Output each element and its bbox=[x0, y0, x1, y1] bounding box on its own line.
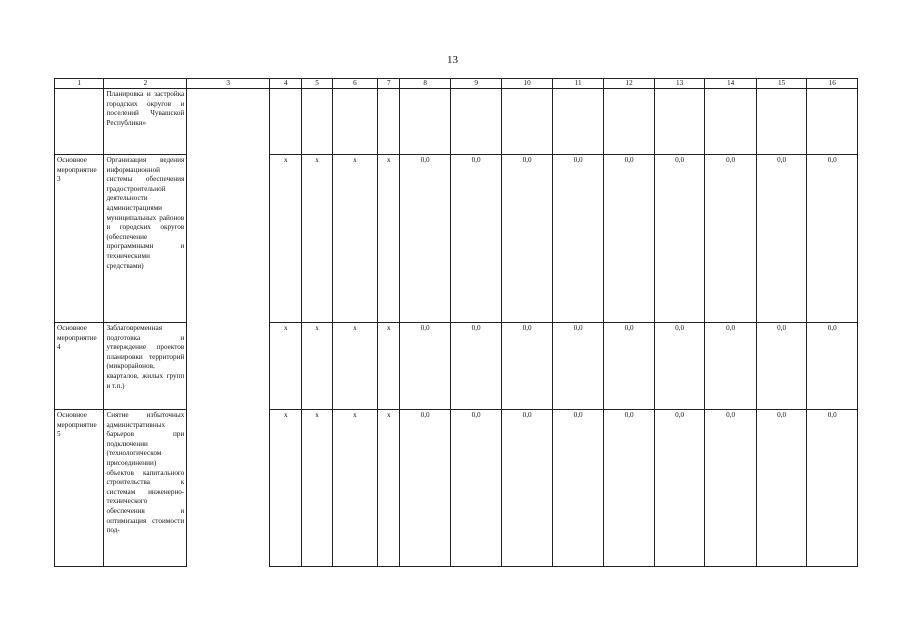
empty-cell bbox=[187, 155, 270, 323]
column-number: 8 bbox=[400, 79, 451, 89]
value-cell bbox=[705, 89, 757, 155]
column-number: 3 bbox=[187, 79, 270, 89]
mark-cell bbox=[378, 89, 400, 155]
column-number: 4 bbox=[270, 79, 302, 89]
value-cell: 0,0 bbox=[756, 323, 807, 410]
value-cell: 0,0 bbox=[552, 323, 604, 410]
value-cell: 0,0 bbox=[705, 410, 757, 567]
column-number: 1 bbox=[55, 79, 104, 89]
value-cell: 0,0 bbox=[450, 410, 502, 567]
mark-cell: x bbox=[332, 155, 377, 323]
column-number: 12 bbox=[604, 79, 655, 89]
value-cell: 0,0 bbox=[807, 323, 858, 410]
value-cell: 0,0 bbox=[604, 323, 655, 410]
page-number: 13 bbox=[447, 54, 458, 66]
value-cell: 0,0 bbox=[654, 323, 705, 410]
column-number: 11 bbox=[552, 79, 604, 89]
mark-cell bbox=[332, 89, 377, 155]
value-cell: 0,0 bbox=[400, 410, 451, 567]
program-table bbox=[54, 78, 858, 567]
value-cell: 0,0 bbox=[450, 155, 502, 323]
value-cell: 0,0 bbox=[807, 155, 858, 323]
value-cell: 0,0 bbox=[604, 155, 655, 323]
value-cell: 0,0 bbox=[807, 410, 858, 567]
mark-cell: x bbox=[378, 155, 400, 323]
value-cell: 0,0 bbox=[552, 155, 604, 323]
value-cell: 0,0 bbox=[502, 155, 553, 323]
column-number: 7 bbox=[378, 79, 400, 89]
column-number: 16 bbox=[807, 79, 858, 89]
row-description: Заблаговременная подготовка и утверждение проектов планировки территорий (микрорайонов, кварталов, жилых групп и т.п.) bbox=[104, 323, 187, 410]
mark-cell: x bbox=[302, 155, 332, 323]
column-number: 5 bbox=[302, 79, 332, 89]
value-cell: 0,0 bbox=[756, 155, 807, 323]
mark-cell: x bbox=[332, 410, 377, 567]
row-description: Планировка и застройка городских округов и поселений Чувашской Республики» bbox=[104, 89, 187, 155]
value-cell bbox=[807, 89, 858, 155]
column-number: 2 bbox=[104, 79, 187, 89]
empty-cell bbox=[187, 410, 270, 567]
value-cell: 0,0 bbox=[705, 155, 757, 323]
mark-cell: x bbox=[378, 323, 400, 410]
column-number: 9 bbox=[450, 79, 502, 89]
row-label: Основное мероприятие 4 bbox=[55, 323, 104, 410]
column-number: 10 bbox=[502, 79, 553, 89]
value-cell: 0,0 bbox=[552, 410, 604, 567]
value-cell bbox=[502, 89, 553, 155]
column-number: 15 bbox=[756, 79, 807, 89]
mark-cell: x bbox=[270, 323, 302, 410]
value-cell bbox=[552, 89, 604, 155]
table-row bbox=[55, 323, 858, 410]
value-cell: 0,0 bbox=[502, 410, 553, 567]
table-header-row bbox=[55, 79, 858, 89]
mark-cell bbox=[302, 89, 332, 155]
table-row bbox=[55, 410, 858, 567]
value-cell: 0,0 bbox=[450, 323, 502, 410]
mark-cell: x bbox=[302, 410, 332, 567]
row-description: Организация ведения информационной системы обеспечения градостроительной деятельности администрациями муниципальных районов и городских округов (обеспечение программными и техническими средствами) bbox=[104, 155, 187, 323]
value-cell: 0,0 bbox=[654, 410, 705, 567]
table-row bbox=[55, 155, 858, 323]
value-cell: 0,0 bbox=[705, 323, 757, 410]
column-number: 6 bbox=[332, 79, 377, 89]
value-cell: 0,0 bbox=[502, 323, 553, 410]
value-cell: 0,0 bbox=[400, 323, 451, 410]
value-cell bbox=[400, 89, 451, 155]
mark-cell bbox=[270, 89, 302, 155]
column-number: 14 bbox=[705, 79, 757, 89]
value-cell bbox=[654, 89, 705, 155]
table-row bbox=[55, 89, 858, 155]
value-cell: 0,0 bbox=[654, 155, 705, 323]
value-cell bbox=[450, 89, 502, 155]
empty-cell bbox=[187, 89, 270, 155]
value-cell bbox=[604, 89, 655, 155]
column-number: 13 bbox=[654, 79, 705, 89]
row-description: Снятие избыточных административных барьеров при подключении (технологическом присоединении) объектов капитального строительства к системам инженерно-технического обеспечения и оптимизация стоимости под- bbox=[104, 410, 187, 567]
mark-cell: x bbox=[270, 410, 302, 567]
row-label: Основное мероприятие 3 bbox=[55, 155, 104, 323]
mark-cell: x bbox=[270, 155, 302, 323]
mark-cell: x bbox=[302, 323, 332, 410]
mark-cell: x bbox=[378, 410, 400, 567]
mark-cell: x bbox=[332, 323, 377, 410]
row-label bbox=[55, 89, 104, 155]
empty-cell bbox=[187, 323, 270, 410]
value-cell: 0,0 bbox=[400, 155, 451, 323]
row-label: Основное мероприятие 5 bbox=[55, 410, 104, 567]
value-cell bbox=[756, 89, 807, 155]
value-cell: 0,0 bbox=[756, 410, 807, 567]
value-cell: 0,0 bbox=[604, 410, 655, 567]
